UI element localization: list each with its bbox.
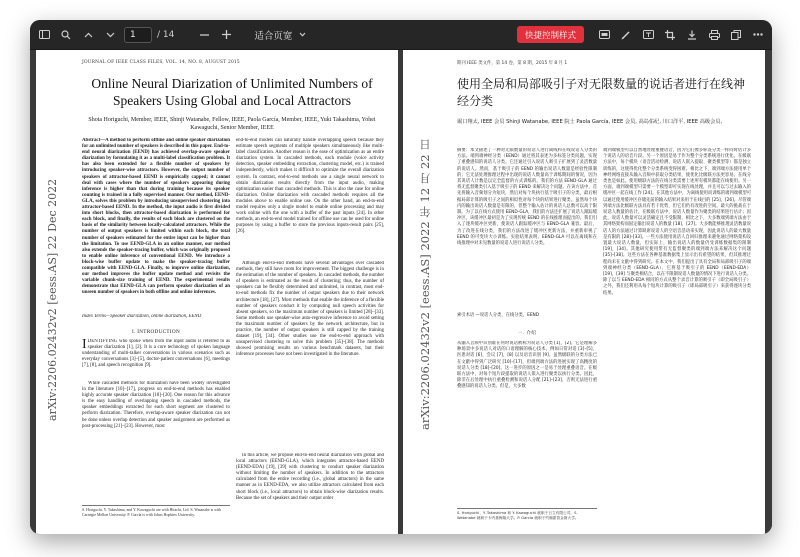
arxiv-stamp: arXiv:2206.02432v2 [eess.AS] 22 Dec 2022 xyxy=(46,178,59,422)
search-icon[interactable] xyxy=(58,27,74,43)
toolbar xyxy=(30,20,772,50)
download-icon[interactable] xyxy=(684,27,700,43)
journal-header-translated: 期刊 IEEE 类文件，第 14 卷，第 8 期，2015 年 8 月 1 xyxy=(457,61,568,66)
zoom-in-icon[interactable] xyxy=(218,27,234,43)
sidebar-icon[interactable] xyxy=(36,27,52,43)
intro-p1-text: DENTIFYING who spoke when from the input audio is referred to as speaker diarization [1], [2]. It is a core technology of spoken language understanding of multi-talker conversations in various scenarios such as everyday conversations [3]–[5], doctor-patient conversations [6], meetings [7], [8], and speech recognition [9]. xyxy=(82,339,230,369)
footnote-translated: S. Horiguchi、Y. Takashima 和 Y. Kawaguchi 就职于日立有限公司。S. Watanabe 就职于卡内基梅隆大学。P. García 就职于约翰霍普金斯大学。 xyxy=(457,508,597,528)
zoom-mode-select[interactable]: 适合页宽 xyxy=(254,30,293,42)
quick-control-style-button[interactable]: 快捷控制样式 xyxy=(517,26,584,43)
document-viewer[interactable] xyxy=(30,50,772,534)
page-total: / 14 xyxy=(157,29,175,40)
keywords-translated: 索引术语 —说话人分类，在线分类，EEND xyxy=(457,313,540,318)
translated-page[interactable] xyxy=(403,50,765,534)
paper-title-translated: 使用全局和局部吸引子对无限数量的说话者进行在线神经分类 xyxy=(457,77,746,108)
paper-title: Online Neural Diarization of Unlimited Numbers of Speakers Using Global and Local Attractors xyxy=(91,76,373,108)
footnote: S. Horiguchi, Y. Takashima, and Y. Kawaguchi are with Hitachi, Ltd. S. Watanabe is with Carnegie Mellon University. P. García is with Johns Hopkins University. xyxy=(82,505,230,529)
original-page[interactable] xyxy=(36,50,398,534)
print-icon[interactable] xyxy=(706,27,722,43)
column-2-paragraph-2: Although end-to-end methods have several advantages over cascaded methods, they still have room for improvement. The biggest challenge is in the estimation of the number of speakers. In cascaded methods, the number of speakers is estimated as the result of clustering; thus, the number of speakers can be flexibly determined and unlimited, in contrast, most end-to-end methods fix the number of output speakers due to their network architecture [18], [27]. Most methods that enable the inference of a flexible number of speakers conduct it by computing null speech activities for absent speakers, so the maximum number of speakers is limited [28]–[33]. Some methods use speaker-wise auto-regressive inference to avoid setting the maximum number of speakers by the network architecture, but in practice, the number of output speakers is still capped by the training dataset [19], [34]. Other studies use the end-to-end approach with unsupervised clustering to solve this problem [35]–[38]. The methods showed promising results on various benchmark datasets, but their inference processes have not been investigated in the literature. xyxy=(236,261,384,358)
intro-paragraph-1 xyxy=(82,339,230,380)
section-heading: I. INTRODUCTION xyxy=(131,329,180,335)
chevron-down-icon[interactable] xyxy=(102,27,118,43)
crop-icon[interactable] xyxy=(662,27,678,43)
chevron-down-icon[interactable] xyxy=(294,27,310,43)
zoom-out-icon[interactable] xyxy=(196,27,212,43)
intro-paragraph-2: While cascaded methods for diarization have been widely investigated in the literature [10]–[17], progress on end-to-end methods has enabled highly accurate speaker diarization [18]–[20]. One reason for this advance is the easy handling of overlapping speech in cascaded methods, the speaker embeddings extracted for each short segment are clustered to perform diarization. Therefore, overlap-aware speaker diarization can not be done unless overlap detection and speaker assignment are performed as post-processing [21]–[23]. However, most xyxy=(82,381,230,429)
arxiv-stamp-translated: arXiv:2206.02432v2 [eess.AS] 2022 年 12 月 22 日 xyxy=(418,139,432,430)
column-2-paragraph-3: In this article, we propose end-to-end neural diarization with global and local attractors (EEND-GLA), which integrates attractor-based EEND (EEND-EDA) [19], [39] with clustering to conduct speaker diarization without limiting the number of speakers. In addition to the attractors calculated from the entire recording (i.e., global attractors) in the same manner as in EEND-EDA, we also utilize attractors calculated from each short block (i.e., local attractors) to obtain block-wise diarization results. Because the set of speakers and their output order xyxy=(236,453,384,501)
paper-authors-translated: 堀口翔太, IEEE 会员 Shinji Watanabe, IEEE 院士 Paola García, IEEE 会员, 高岛佑纪, 川口洋平, IEEE 高级会员, xyxy=(457,119,723,125)
chevron-up-icon[interactable] xyxy=(80,27,96,43)
index-terms: Index Terms—Speaker diarization, online diarization, EEND xyxy=(82,314,202,319)
intro-translated: 从输入音频中识别谁在何时说话被称为说话人分类 [1]，[2]。它是理解多种场景中多说话人对话的口语理解的核心技术，例如日常对话 [3]–[5]、医患对话 [6]、会议 [7]，[8] 以及语音识别 [9]。虽然级联的分类方法已在文献中得到广泛研究 [10]–[17]，但端到端方法的进展实现了高精度的说话人分类 [18]–[20]。这一进步的原因之一是易于处理重叠语音。在级联方法中，对每个短片段提取的说话人嵌入进行聚类以执行分类。因此，除非在后处理中执行重叠检测和说话人分配 [21]–[23]，否则无法进行重叠感知的说话人分类。但是，大多数 xyxy=(457,341,597,390)
copy-icon[interactable] xyxy=(728,27,744,43)
pen-icon[interactable] xyxy=(618,27,634,43)
dropcap: I xyxy=(82,339,87,352)
column-2-translated: 端到端模型可以自然地处理重叠语音，因为它们像多标签分类一样同时估计多个说话人的语音片段。另一个原因是易于作为整个分类系统进行优化。在级联方法中，每个模块（语音活动检测、说话人嵌入提取、聚类模型等）都是独立训练的，这使得优化整个分类系统变得困难。相比之下，端到端方法使用单个神经网络直接从输入音频中获取分类结果，使优化比级联方法更容易。在线分类也是如此。使用级联方法的在线分类需要上述所有模块都能在线使用。另一方面，端到端模型只需要一个模型即可实现在线处理，并且可以与过去输入的缓冲区一起在线工作 [24]。在其他方法中，为离线使用而训练的端到端模型可以通过使用缓冲区存储先前的输入结果对来用于在线目的 [25]，[26]。尽管端到端方法比级联方法具有若干优势，但它们仍有改进的空间。最大的挑战在于说话人数量的估计。在级联方法中，说话人数量作为聚类的结果进行估计；因此，说话人数量可以灵活确定且不受限制，相比之下，大多数端到端方法由于其网络架构而固定输出说话人的数量 [18]，[27]。大多数能够推理灵活数量说话人的方法通过计算缺席说话人的空语音活动来实现，因此说话人的最大数量是有限的 [28]–[33]。一些方法使用说话人自回归推理来避免通过网络架构设置最大说话人数量，但实际上，输出说话人的数量仍受训练数据集的限制 [19]，[34]。其他研究使用带有无监督聚类的端到端方法来解决这个问题 [35]–[38]。这些方法在各种基准数据集上显示出有希望的结果，但其推理过程尚未在文献中得到研究。在本文中，我们提出了具有全局和局部吸引子的端到端神经分类（EEND-GLA），它将基于吸引子的 EEND（EEND-EDA）[19]，[39] 与聚类相结合，以在不限制说话人数量的情况下进行说话人分类。除了以与 EEND-EDA 相同的方式从整个录音计算的吸引子（即全局吸引子）之外，我们还利用从每个短块计算的吸引子（即局部吸引子）来获得逐块分类结果。 xyxy=(603,148,751,296)
highlight-icon[interactable] xyxy=(596,27,612,43)
column-2-paragraph-1: end-to-end models can naturally handle overlapping speech because they estimate speech segments of multiple speakers simultaneously like multi-label classification. Another reason is the ease of optimization as an entire diarization system. In cascaded methods, each module (voice activity detection, speaker embedding extraction, clustering model, etc.) is trained independently, which makes it difficult to optimize the overall diarization system. In contrast, end-to-end methods use a single neural network to obtain diarization results directly from the input audio, making optimization easier than cascaded methods. This is also the case for online diarization. Online diarization with cascaded methods requires all the modules above to enable online use. On the other hand, an end-to-end model requires only a single model to enable online processing and may work online with the one with a buffer of the past inputs [24]. In other methods, an end-to-end model trained for offline use can be used for online purposes by using a buffer to store the previous inputs-result pairs [25], [26]. xyxy=(236,138,384,235)
paper-authors: Shota Horiguchi, Member, IEEE, Shinji Watanabe, Fellow, IEEE, Paola García, Member, IEEE, Yuki Takashima, Yohei Kawaguchi, Senior Member, IEEE xyxy=(88,117,376,131)
abstract-translated: 摘要：本文描述了一种对无限数量的说话人进行离线和在线说话人分类的方法。端到端神经分类（EEND）通过将其表述为多标签分类问题，实现了重叠感知的说话人分类。它还通过引入说话人吸引子扩展到了灵活数量的说话人。然而，基于吸引子的 EEND 的输出说话人数量是经验性限制的；它无法处理推理过程中出现的说话人数量高于训练期间的情况，因为其说话人计数是以完全监督的方式训练的。我们的方法 EEND-GLA 通过将无监督聚类引入基于吸引子的 EEND 来解决这个问题。在该方法中，首先将输入音频划分为短块，然后对每个块执行基于吸引子的分类，最后根据局部计算的吸引子之间的相似性对每个块的结果进行聚类。虽然每个块内的输出说话人数量是有限的，但整个输入估计的说话人总数可以高于限制。为了以在线方式使用 EEND-GLA，我们的方法还扩展了说话人跟踪缓冲区，该缓冲区最初是为了实现传统 EEND 的在线推理而提出的。我们引入了逐块缓冲区更新，使说话人跟踪缓冲区与 EEND-GLA 兼容。最后，为了改进在线分类，我们的方法改进了缓冲区更新方法，并重新审视了 EEND 的可变块大小训练。实验结果表明，EEND-GLA 可以在离线和在线推理中对未见数量的说话人进行说话人分类。 xyxy=(457,148,597,247)
text-icon[interactable] xyxy=(640,27,656,43)
more-icon[interactable] xyxy=(750,27,766,43)
page-number-input[interactable]: 1 xyxy=(124,27,152,43)
pdf-viewer-window xyxy=(30,20,772,534)
section-heading-translated: 一. 介绍 xyxy=(517,331,537,336)
journal-header: JOURNAL OF IEEE CLASS FILES, VOL. 14, NO. 8, AUGUST 2015 xyxy=(82,60,240,65)
abstract: Abstract—A method to perform offline and online speaker diarization for an unlimited number of speakers is described in this paper. End-to-end neural diarization (EEND) has achieved overlap-aware speaker diarization by formulating it as a multi-label classification problem. It has also been extended for a flexible number of speakers by introducing speaker-wise attractors. However, the output number of speakers of attractor-based EEND is empirically capped; it cannot deal with cases where the number of speakers appearing during inference is higher than that during training because its speaker counting is trained in a fully supervised manner. Our method, EEND-GLA, solves this problem by introducing unsupervised clustering into attractor-based EEND. In the method, the input audio is first divided into short blocks, then attractor-based diarization is performed for each block, and finally, the results of each block are clustered on the basis of the similarity between locally-calculated attractors. While the number of output speakers is limited within each block, the total number of speakers estimated for the entire input can be higher than the limitation. To use EEND-GLA in an online manner, our method also extends the speaker-tracing buffer, which was originally proposed to enable online inference of conventional EEND. We introduce a block-wise buffer update to make the speaker-tracing buffer compatible with EEND-GLA. Finally, to improve online diarization, our method improves the buffer update method and revisits the variable chunk-size training of EEND. The experimental results demonstrate that EEND-GLA can perform speaker diarization of an unseen number of speakers in both offline and online inferences. xyxy=(82,138,230,296)
